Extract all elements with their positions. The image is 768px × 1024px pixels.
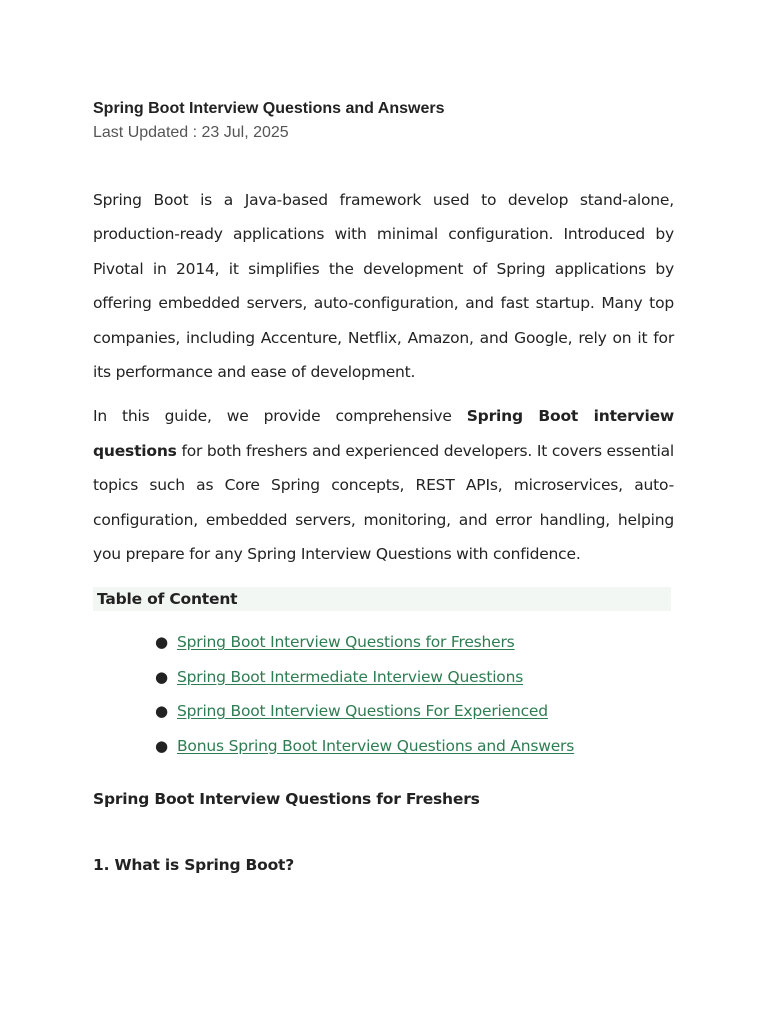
article-title: Spring Boot Interview Questions and Answers — [93, 100, 445, 117]
toc-link-bonus[interactable]: Bonus Spring Boot Interview Questions and Answers — [177, 736, 575, 755]
document-page — [93, 98, 674, 876]
guide-paragraph-end: for both freshers and experienced developers. It covers essential topics such as Core Spring concepts, REST APIs, microservices, auto-configuration, embedded servers, monitoring, and error handling, helping you prepare for any Spring Interview Questions with confidence. — [93, 441, 674, 564]
bullet-icon: ● — [155, 702, 168, 721]
guide-paragraph-bold: Spring Boot interview questions — [93, 407, 675, 460]
toc-item — [93, 729, 674, 763]
toc-link-experienced[interactable]: Spring Boot Interview Questions For Experienced — [177, 702, 548, 721]
toc-item — [93, 660, 674, 694]
toc-item — [93, 694, 674, 728]
toc-item — [93, 625, 674, 659]
bullet-icon: ● — [155, 633, 168, 652]
last-updated-date: Last Updated : 23 Jul, 2025 — [93, 124, 289, 141]
toc-link-intermediate[interactable]: Spring Boot Intermediate Interview Questions — [177, 667, 524, 686]
table-of-content-header: Table of Content — [93, 587, 671, 611]
toc-link-freshers[interactable]: Spring Boot Interview Questions for Freshers — [177, 633, 515, 652]
bullet-icon: ● — [155, 736, 168, 755]
bullet-icon: ● — [155, 667, 168, 686]
section-heading-freshers: Spring Boot Interview Questions for Freshers — [93, 790, 480, 809]
table-of-content-list — [93, 625, 674, 763]
intro-paragraph: Spring Boot is a Java-based framework used to develop stand-alone, production-ready applications with minimal configuration. Introduced by Pivotal in 2014, it simplifies the development of Spring applications by offering embedded servers, auto-configuration, and fast startup. Many top companies, including Accenture, Netflix, Amazon, and Google, rely on it for its performance and ease of development. — [93, 191, 674, 382]
guide-paragraph — [93, 399, 674, 571]
question-heading: 1. What is Spring Boot? — [93, 856, 295, 875]
guide-paragraph-start: In this guide, we provide comprehensive — [93, 407, 467, 426]
